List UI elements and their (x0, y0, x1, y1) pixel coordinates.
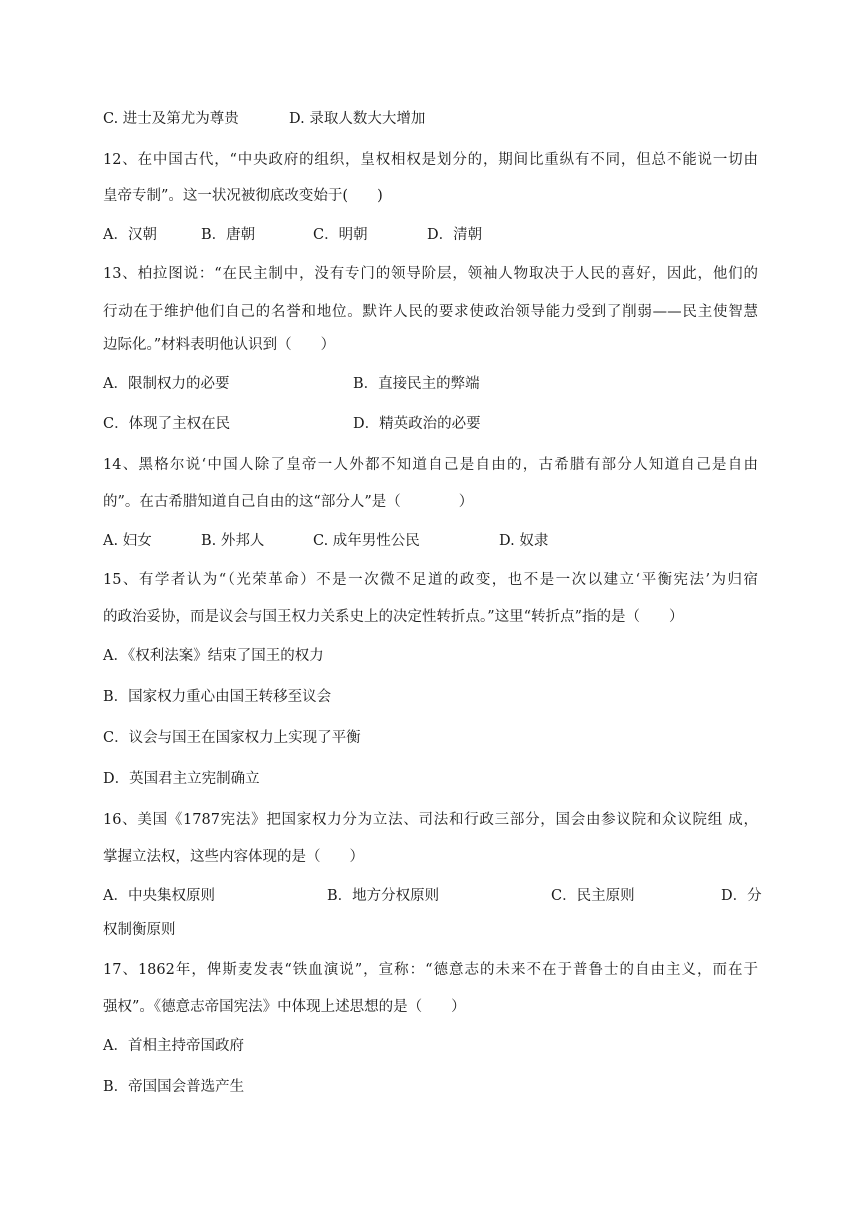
q13-option-a: A．限制权力的必要 (103, 376, 230, 392)
q12-stem-line1: 12、在中国古代，“中央政府的组织，皇权相权是划分的，期间比重纵有不同，但总不能说一切由 (103, 152, 758, 168)
q14-stem-line1: 14、黑格尔说‘中国人除了皇帝一人外都不知道自己是自由的，古希腊有部分人知道自己是自由 (103, 457, 758, 473)
q13-stem-line3: 边际化。”材料表明他认识到（ ） (103, 337, 336, 353)
q14-stem-line2: 的”。在古希腊知道自己自由的这“部分人”是（ ） (103, 494, 474, 510)
q12-stem-line2: 皇帝专制”。这一状况被彻底改变始于( ) (103, 188, 383, 204)
q12-options (103, 225, 763, 245)
q15-option-d: D．英国君主立宪制确立 (103, 771, 260, 787)
q15-option-c: C．议会与国王在国家权力上实现了平衡 (103, 730, 361, 746)
q14-option-c: C. 成年男性公民 (313, 533, 420, 549)
q11-option-c: C. 进士及第尤为尊贵 (103, 111, 239, 127)
q14-option-d: D. 奴隶 (499, 533, 549, 549)
q17-stem-line2: 强权”。《德意志帝国宪法》中体现上述思想的是（ ） (103, 999, 466, 1015)
q16-stem-line1: 16、美国《1787宪法》把国家权力分为立法、司法和行政三部分，国会由参议院和众议院组 成， (103, 812, 758, 828)
q13-option-d: D．精英政治的必要 (353, 416, 481, 432)
q17-option-a: A．首相主持帝国政府 (103, 1038, 244, 1054)
q16-stem-line2: 掌握立法权，这些内容体现的是（ ） (103, 849, 364, 865)
q15-option-a: A．《权利法案》结束了国王的权力 (103, 648, 324, 664)
q13-option-b: B．直接民主的弊端 (353, 376, 480, 392)
q12-option-b: B．唐朝 (201, 227, 256, 243)
q13-options-cd (103, 414, 763, 434)
q13-options-ab (103, 374, 763, 394)
q15-stem-line2: 的政治妥协，而是议会与国王权力关系史上的决定性转折点。”这里“转折点”指的是（ ） (103, 609, 684, 625)
q11-option-d: D. 录取人数大大增加 (289, 111, 426, 127)
q12-option-c: C．明朝 (313, 227, 368, 243)
q13-stem-line2: 行动在于维护他们自己的名誉和地位。默许人民的要求使政治领导能力受到了削弱——民主使智慧 (103, 304, 758, 320)
q17-option-b: B．帝国国会普选产生 (103, 1079, 245, 1095)
q15-stem-line1: 15、有学者认为“（光荣革命）不是一次微不足道的政变，也不是一次以建立‘平衡宪法’为归宿 (103, 572, 758, 588)
q16-option-d-continued: 权制衡原则 (103, 922, 176, 938)
q13-stem-line1: 13、柏拉图说：“在民主制中，没有专门的领导阶层，领袖人物取决于人民的喜好，因此，他们的 (103, 266, 758, 282)
q14-options (103, 531, 763, 551)
q11-options-cd (103, 109, 763, 129)
q14-option-a: A. 妇女 (103, 533, 152, 549)
q16-option-c: C．民主原则 (551, 888, 635, 904)
q14-option-b: B. 外邦人 (201, 533, 265, 549)
q12-option-d: D．清朝 (427, 227, 483, 243)
q17-stem-line1: 17、1862年，俾斯麦发表“铁血演说”，宣称：“德意志的未来不在于普鲁士的自由主义，而在于 (103, 962, 758, 978)
q12-option-a: A．汉朝 (103, 227, 157, 243)
q13-option-c: C．体现了主权在民 (103, 416, 231, 432)
q16-options (103, 886, 763, 906)
q15-option-b: B．国家权力重心由国王转移至议会 (103, 689, 332, 705)
q16-option-a: A．中央集权原则 (103, 888, 215, 904)
q16-option-d: D．分 (721, 888, 762, 904)
q16-option-b: B．地方分权原则 (327, 888, 440, 904)
